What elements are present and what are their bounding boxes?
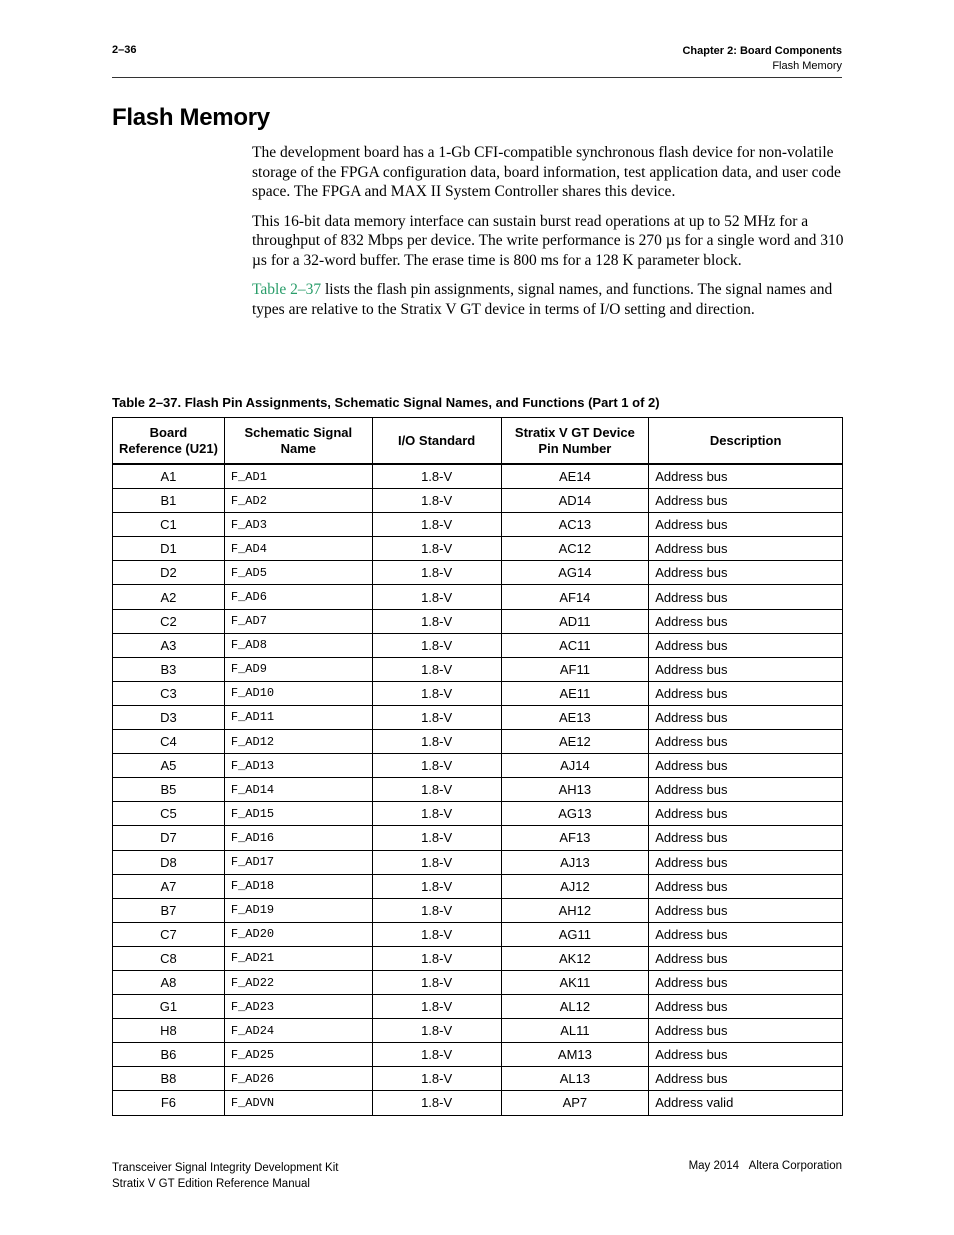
table-row	[113, 1091, 843, 1115]
cell-signal-name: F_AD14	[224, 778, 372, 802]
cell-description: Address bus	[649, 1043, 843, 1067]
cell-board-reference: B3	[113, 657, 225, 681]
cell-io-standard: 1.8-V	[372, 1091, 501, 1115]
footer-publisher	[689, 1160, 842, 1172]
table-row	[113, 922, 843, 946]
footer-date: May 2014	[688, 1160, 740, 1172]
cell-signal-name: F_AD16	[224, 826, 372, 850]
cell-description: Address bus	[649, 585, 843, 609]
cell-signal-name: F_AD5	[224, 561, 372, 585]
table-row	[113, 995, 843, 1019]
cell-io-standard: 1.8-V	[372, 585, 501, 609]
cell-io-standard: 1.8-V	[372, 922, 501, 946]
cell-board-reference: B1	[113, 489, 225, 513]
cell-signal-name: F_AD13	[224, 754, 372, 778]
footer-line-1: Transceiver Signal Integrity Development Kit	[112, 1162, 339, 1174]
cell-board-reference: D2	[113, 561, 225, 585]
cell-pin-number: AH12	[501, 898, 649, 922]
cell-io-standard: 1.8-V	[372, 537, 501, 561]
cell-io-standard: 1.8-V	[372, 633, 501, 657]
cell-description: Address bus	[649, 537, 843, 561]
header-io-standard: I/O Standard	[372, 418, 501, 465]
cell-pin-number: AD11	[501, 609, 649, 633]
cell-pin-number: AJ14	[501, 754, 649, 778]
cell-pin-number: AL12	[501, 995, 649, 1019]
cell-io-standard: 1.8-V	[372, 1019, 501, 1043]
paragraph-1: The development board has a 1-Gb CFI-compatible synchronous flash device for non-volatile storage of the FPGA configuration data, board information, test application data, and user code space. The FPGA and MAX II System Controller shares this device.	[252, 144, 841, 200]
footer-document-title	[112, 1160, 338, 1192]
table-row	[113, 1019, 843, 1043]
cell-board-reference: A5	[113, 754, 225, 778]
table-row	[113, 705, 843, 729]
cell-signal-name: F_AD24	[224, 1019, 372, 1043]
cell-io-standard: 1.8-V	[372, 850, 501, 874]
cell-signal-name: F_AD2	[224, 489, 372, 513]
cell-board-reference: A1	[113, 464, 225, 489]
cell-signal-name: F_AD26	[224, 1067, 372, 1091]
flash-pin-table	[112, 417, 843, 1116]
table-row	[113, 898, 843, 922]
cell-board-reference: C1	[113, 513, 225, 537]
cell-board-reference: B6	[113, 1043, 225, 1067]
cell-signal-name: F_AD20	[224, 922, 372, 946]
cell-board-reference: D8	[113, 850, 225, 874]
cell-board-reference: C2	[113, 609, 225, 633]
cell-pin-number: AK11	[501, 970, 649, 994]
cell-pin-number: AF14	[501, 585, 649, 609]
cell-io-standard: 1.8-V	[372, 874, 501, 898]
header-rule	[112, 77, 842, 78]
cell-pin-number: AP7	[501, 1091, 649, 1115]
table-header-row	[113, 418, 843, 465]
cell-description: Address bus	[649, 874, 843, 898]
cell-pin-number: AG13	[501, 802, 649, 826]
cell-signal-name: F_AD10	[224, 681, 372, 705]
body-text	[252, 143, 844, 329]
table-row	[113, 1067, 843, 1091]
table-row	[113, 464, 843, 489]
cell-signal-name: F_AD15	[224, 802, 372, 826]
cell-signal-name: F_AD23	[224, 995, 372, 1019]
cell-signal-name: F_AD25	[224, 1043, 372, 1067]
cell-io-standard: 1.8-V	[372, 730, 501, 754]
cell-io-standard: 1.8-V	[372, 995, 501, 1019]
cell-pin-number: AL11	[501, 1019, 649, 1043]
cell-io-standard: 1.8-V	[372, 681, 501, 705]
cell-description: Address bus	[649, 754, 843, 778]
cell-signal-name: F_AD1	[224, 464, 372, 489]
cell-pin-number: AC11	[501, 633, 649, 657]
cell-pin-number: AC13	[501, 513, 649, 537]
cell-pin-number: AF11	[501, 657, 649, 681]
cell-board-reference: D1	[113, 537, 225, 561]
cell-io-standard: 1.8-V	[372, 513, 501, 537]
cell-board-reference: A3	[113, 633, 225, 657]
cell-signal-name: F_AD4	[224, 537, 372, 561]
cell-signal-name: F_AD19	[224, 898, 372, 922]
cell-description: Address bus	[649, 489, 843, 513]
paragraph-3	[252, 280, 844, 319]
paragraph-3-text: lists the flash pin assignments, signal names, and functions. The signal names and types are relative to the Stratix V GT device in terms of I/O setting and direction.	[252, 281, 833, 318]
cell-pin-number: AK12	[501, 946, 649, 970]
cell-board-reference: B8	[113, 1067, 225, 1091]
footer-company: Altera Corporation	[748, 1160, 842, 1172]
cell-description: Address bus	[649, 657, 843, 681]
table-row	[113, 802, 843, 826]
header-description: Description	[649, 418, 843, 465]
cell-description: Address bus	[649, 995, 843, 1019]
cell-description: Address bus	[649, 705, 843, 729]
paragraph-2: This 16-bit data memory interface can sustain burst read operations at up to 52 MHz for a throughput of 832 Mbps per device. The write performance is 270 µs for a single word and 310 µs for a 32-word buffer. The erase time is 800 ms for a 128 K parameter block.	[252, 212, 844, 269]
cell-io-standard: 1.8-V	[372, 561, 501, 585]
cell-description: Address bus	[649, 802, 843, 826]
table-row	[113, 874, 843, 898]
cell-pin-number: AD14	[501, 489, 649, 513]
cell-signal-name: F_AD6	[224, 585, 372, 609]
table-row	[113, 489, 843, 513]
cell-board-reference: C5	[113, 802, 225, 826]
chapter-title: Chapter 2: Board Components	[682, 45, 842, 57]
cell-pin-number: AJ13	[501, 850, 649, 874]
cell-pin-number: AM13	[501, 1043, 649, 1067]
cell-signal-name: F_AD7	[224, 609, 372, 633]
table-row	[113, 1043, 843, 1067]
table-row	[113, 633, 843, 657]
cell-pin-number: AG14	[501, 561, 649, 585]
cell-board-reference: B5	[113, 778, 225, 802]
cell-board-reference: A8	[113, 970, 225, 994]
section-title: Flash Memory	[772, 60, 842, 72]
cell-io-standard: 1.8-V	[372, 657, 501, 681]
cell-signal-name: F_AD11	[224, 705, 372, 729]
cell-description: Address bus	[649, 850, 843, 874]
table-reference-link[interactable]: Table 2–37	[252, 281, 322, 298]
cell-signal-name: F_ADVN	[224, 1091, 372, 1115]
cell-description: Address bus	[649, 633, 843, 657]
table-row	[113, 513, 843, 537]
header-board-reference: Board Reference (U21)	[113, 418, 225, 465]
table-row	[113, 850, 843, 874]
cell-io-standard: 1.8-V	[372, 970, 501, 994]
header-signal-name: Schematic Signal Name	[224, 418, 372, 465]
cell-pin-number: AE11	[501, 681, 649, 705]
cell-pin-number: AL13	[501, 1067, 649, 1091]
cell-signal-name: F_AD21	[224, 946, 372, 970]
table-row	[113, 754, 843, 778]
cell-board-reference: G1	[113, 995, 225, 1019]
table-row	[113, 970, 843, 994]
table-row	[113, 537, 843, 561]
cell-board-reference: C8	[113, 946, 225, 970]
cell-description: Address bus	[649, 730, 843, 754]
cell-board-reference: C7	[113, 922, 225, 946]
header-pin-number: Stratix V GT Device Pin Number	[501, 418, 649, 465]
page-number: 2–36	[112, 44, 137, 56]
cell-description: Address bus	[649, 898, 843, 922]
cell-board-reference: B7	[113, 898, 225, 922]
cell-board-reference: C4	[113, 730, 225, 754]
cell-description: Address bus	[649, 922, 843, 946]
cell-description: Address bus	[649, 513, 843, 537]
cell-io-standard: 1.8-V	[372, 464, 501, 489]
cell-description: Address bus	[649, 561, 843, 585]
cell-signal-name: F_AD18	[224, 874, 372, 898]
table-row	[113, 657, 843, 681]
cell-pin-number: AE12	[501, 730, 649, 754]
cell-io-standard: 1.8-V	[372, 826, 501, 850]
page-title: Flash Memory	[112, 104, 270, 131]
cell-description: Address bus	[649, 464, 843, 489]
cell-pin-number: AJ12	[501, 874, 649, 898]
cell-board-reference: A2	[113, 585, 225, 609]
cell-pin-number: AE13	[501, 705, 649, 729]
table-row	[113, 585, 843, 609]
running-header	[682, 44, 842, 74]
table-row	[113, 609, 843, 633]
cell-description: Address bus	[649, 1067, 843, 1091]
cell-description: Address bus	[649, 681, 843, 705]
cell-io-standard: 1.8-V	[372, 489, 501, 513]
cell-board-reference: C3	[113, 681, 225, 705]
cell-pin-number: AH13	[501, 778, 649, 802]
cell-description: Address bus	[649, 946, 843, 970]
cell-io-standard: 1.8-V	[372, 1067, 501, 1091]
cell-board-reference: F6	[113, 1091, 225, 1115]
cell-io-standard: 1.8-V	[372, 946, 501, 970]
table-row	[113, 826, 843, 850]
cell-board-reference: D7	[113, 826, 225, 850]
cell-signal-name: F_AD8	[224, 633, 372, 657]
table-row	[113, 561, 843, 585]
table-row	[113, 778, 843, 802]
cell-io-standard: 1.8-V	[372, 705, 501, 729]
cell-io-standard: 1.8-V	[372, 802, 501, 826]
cell-pin-number: AC12	[501, 537, 649, 561]
cell-board-reference: H8	[113, 1019, 225, 1043]
cell-pin-number: AG11	[501, 922, 649, 946]
table-row	[113, 730, 843, 754]
cell-pin-number: AF13	[501, 826, 649, 850]
table-row	[113, 681, 843, 705]
cell-io-standard: 1.8-V	[372, 898, 501, 922]
cell-description: Address bus	[649, 970, 843, 994]
cell-description: Address valid	[649, 1091, 843, 1115]
cell-board-reference: A7	[113, 874, 225, 898]
cell-description: Address bus	[649, 609, 843, 633]
cell-pin-number: AE14	[501, 464, 649, 489]
cell-io-standard: 1.8-V	[372, 1043, 501, 1067]
footer-line-2: Stratix V GT Edition Reference Manual	[112, 1178, 310, 1190]
cell-signal-name: F_AD22	[224, 970, 372, 994]
cell-description: Address bus	[649, 1019, 843, 1043]
cell-signal-name: F_AD17	[224, 850, 372, 874]
cell-io-standard: 1.8-V	[372, 778, 501, 802]
table-caption: Table 2–37. Flash Pin Assignments, Schematic Signal Names, and Functions (Part 1 of 2)	[112, 395, 660, 410]
cell-signal-name: F_AD12	[224, 730, 372, 754]
table-row	[113, 946, 843, 970]
cell-signal-name: F_AD3	[224, 513, 372, 537]
cell-board-reference: D3	[113, 705, 225, 729]
cell-description: Address bus	[649, 826, 843, 850]
cell-signal-name: F_AD9	[224, 657, 372, 681]
cell-description: Address bus	[649, 778, 843, 802]
cell-io-standard: 1.8-V	[372, 754, 501, 778]
cell-io-standard: 1.8-V	[372, 609, 501, 633]
